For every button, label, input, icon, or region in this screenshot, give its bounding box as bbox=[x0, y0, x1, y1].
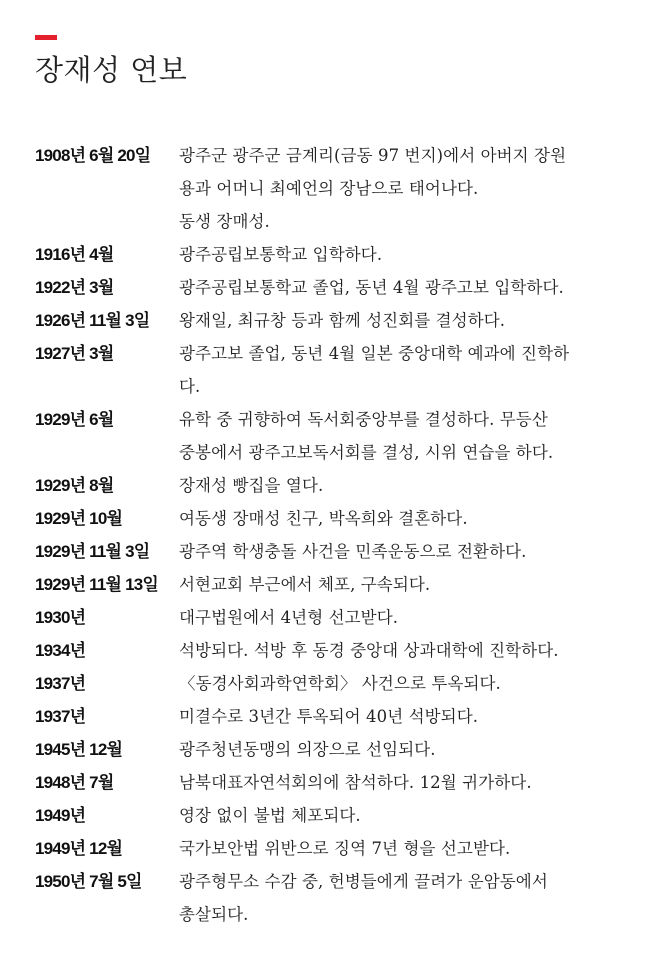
chronology-entry bbox=[35, 139, 635, 238]
entry-description-line: 광주고보 졸업, 동년 4월 일본 중앙대학 예과에 진학하 bbox=[179, 344, 570, 363]
entry-date: 1937년 bbox=[35, 707, 86, 726]
entry-date: 1948년 7월 bbox=[35, 773, 114, 792]
entry-description-line: 국가보안법 위반으로 징역 7년 형을 선고받다. bbox=[179, 839, 511, 858]
entry-description bbox=[179, 634, 635, 667]
entry-date: 1908년 6월 20일 bbox=[35, 146, 151, 165]
entry-date: 1929년 6월 bbox=[35, 410, 114, 429]
entry-description bbox=[179, 304, 635, 337]
entry-date: 1916년 4월 bbox=[35, 245, 114, 264]
entry-description-line: 동생 장매성. bbox=[179, 212, 270, 231]
chronology-entry bbox=[35, 733, 635, 766]
entry-description bbox=[179, 601, 635, 634]
entry-description-line: 광주공립보통학교 입학하다. bbox=[179, 245, 383, 264]
entry-description-line: 광주공립보통학교 졸업, 동년 4월 광주고보 입학하다. bbox=[179, 278, 564, 297]
title-accent-bar bbox=[35, 35, 57, 40]
chronology-entry bbox=[35, 799, 635, 832]
entry-description bbox=[179, 766, 635, 799]
entry-date: 1927년 3월 bbox=[35, 344, 114, 363]
entry-description-line: 다. bbox=[179, 377, 201, 396]
chronology-entry bbox=[35, 403, 635, 469]
entry-date: 1922년 3월 bbox=[35, 278, 114, 297]
entry-description-line: 광주역 학생충돌 사건을 민족운동으로 전환하다. bbox=[179, 542, 527, 561]
page-title: 장재성 연보 bbox=[35, 53, 188, 87]
chronology-entry bbox=[35, 535, 635, 568]
entry-description bbox=[179, 865, 635, 931]
chronology-entry bbox=[35, 568, 635, 601]
entry-description-line: 석방되다. 석방 후 동경 중앙대 상과대학에 진학하다. bbox=[179, 641, 559, 660]
entry-description bbox=[179, 271, 635, 304]
entry-date: 1929년 11월 3일 bbox=[35, 542, 150, 561]
entry-date: 1937년 bbox=[35, 674, 86, 693]
entry-date: 1934년 bbox=[35, 641, 86, 660]
chronology-entry bbox=[35, 634, 635, 667]
entry-date: 1950년 7월 5일 bbox=[35, 872, 142, 891]
entry-description bbox=[179, 568, 635, 601]
entry-date: 1949년 12월 bbox=[35, 839, 123, 858]
entry-description bbox=[179, 832, 635, 865]
chronology-entry bbox=[35, 865, 635, 931]
entry-description bbox=[179, 469, 635, 502]
chronology-entry bbox=[35, 337, 635, 403]
chronology-entry bbox=[35, 502, 635, 535]
entry-description bbox=[179, 337, 635, 403]
entry-description-line: 〈동경사회과학연학회〉 사건으로 투옥되다. bbox=[179, 674, 501, 693]
entry-description bbox=[179, 667, 635, 700]
entry-description bbox=[179, 238, 635, 271]
chronology-entry bbox=[35, 271, 635, 304]
entry-description-line: 광주청년동맹의 의장으로 선임되다. bbox=[179, 740, 436, 759]
entry-description bbox=[179, 733, 635, 766]
chronology-entry bbox=[35, 832, 635, 865]
chronology-entry bbox=[35, 304, 635, 337]
entry-date: 1945년 12월 bbox=[35, 740, 123, 759]
entry-description-line: 미결수로 3년간 투옥되어 40년 석방되다. bbox=[179, 707, 479, 726]
entry-description-line: 중봉에서 광주고보독서회를 결성, 시위 연습을 하다. bbox=[179, 443, 554, 462]
entry-description bbox=[179, 700, 635, 733]
entry-date: 1949년 bbox=[35, 806, 86, 825]
entry-description-line: 유학 중 귀향하여 독서회중앙부를 결성하다. 무등산 bbox=[179, 410, 548, 429]
chronology-entry bbox=[35, 700, 635, 733]
entry-description-line: 광주군 광주군 금계리(금동 97 번지)에서 아버지 장원 bbox=[179, 146, 567, 165]
entry-date: 1929년 11월 13일 bbox=[35, 575, 159, 594]
entry-description-line: 총살되다. bbox=[179, 905, 249, 924]
chronology-entry bbox=[35, 766, 635, 799]
entry-date: 1929년 8월 bbox=[35, 476, 114, 495]
entry-description-line: 광주형무소 수감 중, 헌병들에게 끌려가 운암동에서 bbox=[179, 872, 548, 891]
chronology-entry bbox=[35, 238, 635, 271]
entry-date: 1930년 bbox=[35, 608, 86, 627]
entry-date: 1929년 10월 bbox=[35, 509, 123, 528]
entry-description-line: 왕재일, 최규창 등과 함께 성진회를 결성하다. bbox=[179, 311, 506, 330]
entry-description-line: 서현교회 부근에서 체포, 구속되다. bbox=[179, 575, 431, 594]
entry-description bbox=[179, 139, 635, 238]
entry-description-line: 용과 어머니 최예언의 장남으로 태어나다. bbox=[179, 179, 479, 198]
entry-description bbox=[179, 535, 635, 568]
entry-description bbox=[179, 403, 635, 469]
chronology-entry bbox=[35, 667, 635, 700]
entry-description-line: 영장 없이 불법 체포되다. bbox=[179, 806, 361, 825]
entry-description-line: 장재성 빵집을 열다. bbox=[179, 476, 324, 495]
entry-description-line: 여동생 장매성 친구, 박옥희와 결혼하다. bbox=[179, 509, 468, 528]
entry-description-line: 대구법원에서 4년형 선고받다. bbox=[179, 608, 399, 627]
chronology-entry bbox=[35, 469, 635, 502]
entry-date: 1926년 11월 3일 bbox=[35, 311, 150, 330]
chronology-list bbox=[35, 139, 635, 931]
chronology-entry bbox=[35, 601, 635, 634]
entry-description-line: 남북대표자연석회의에 참석하다. 12월 귀가하다. bbox=[179, 773, 532, 792]
entry-description bbox=[179, 799, 635, 832]
entry-description bbox=[179, 502, 635, 535]
